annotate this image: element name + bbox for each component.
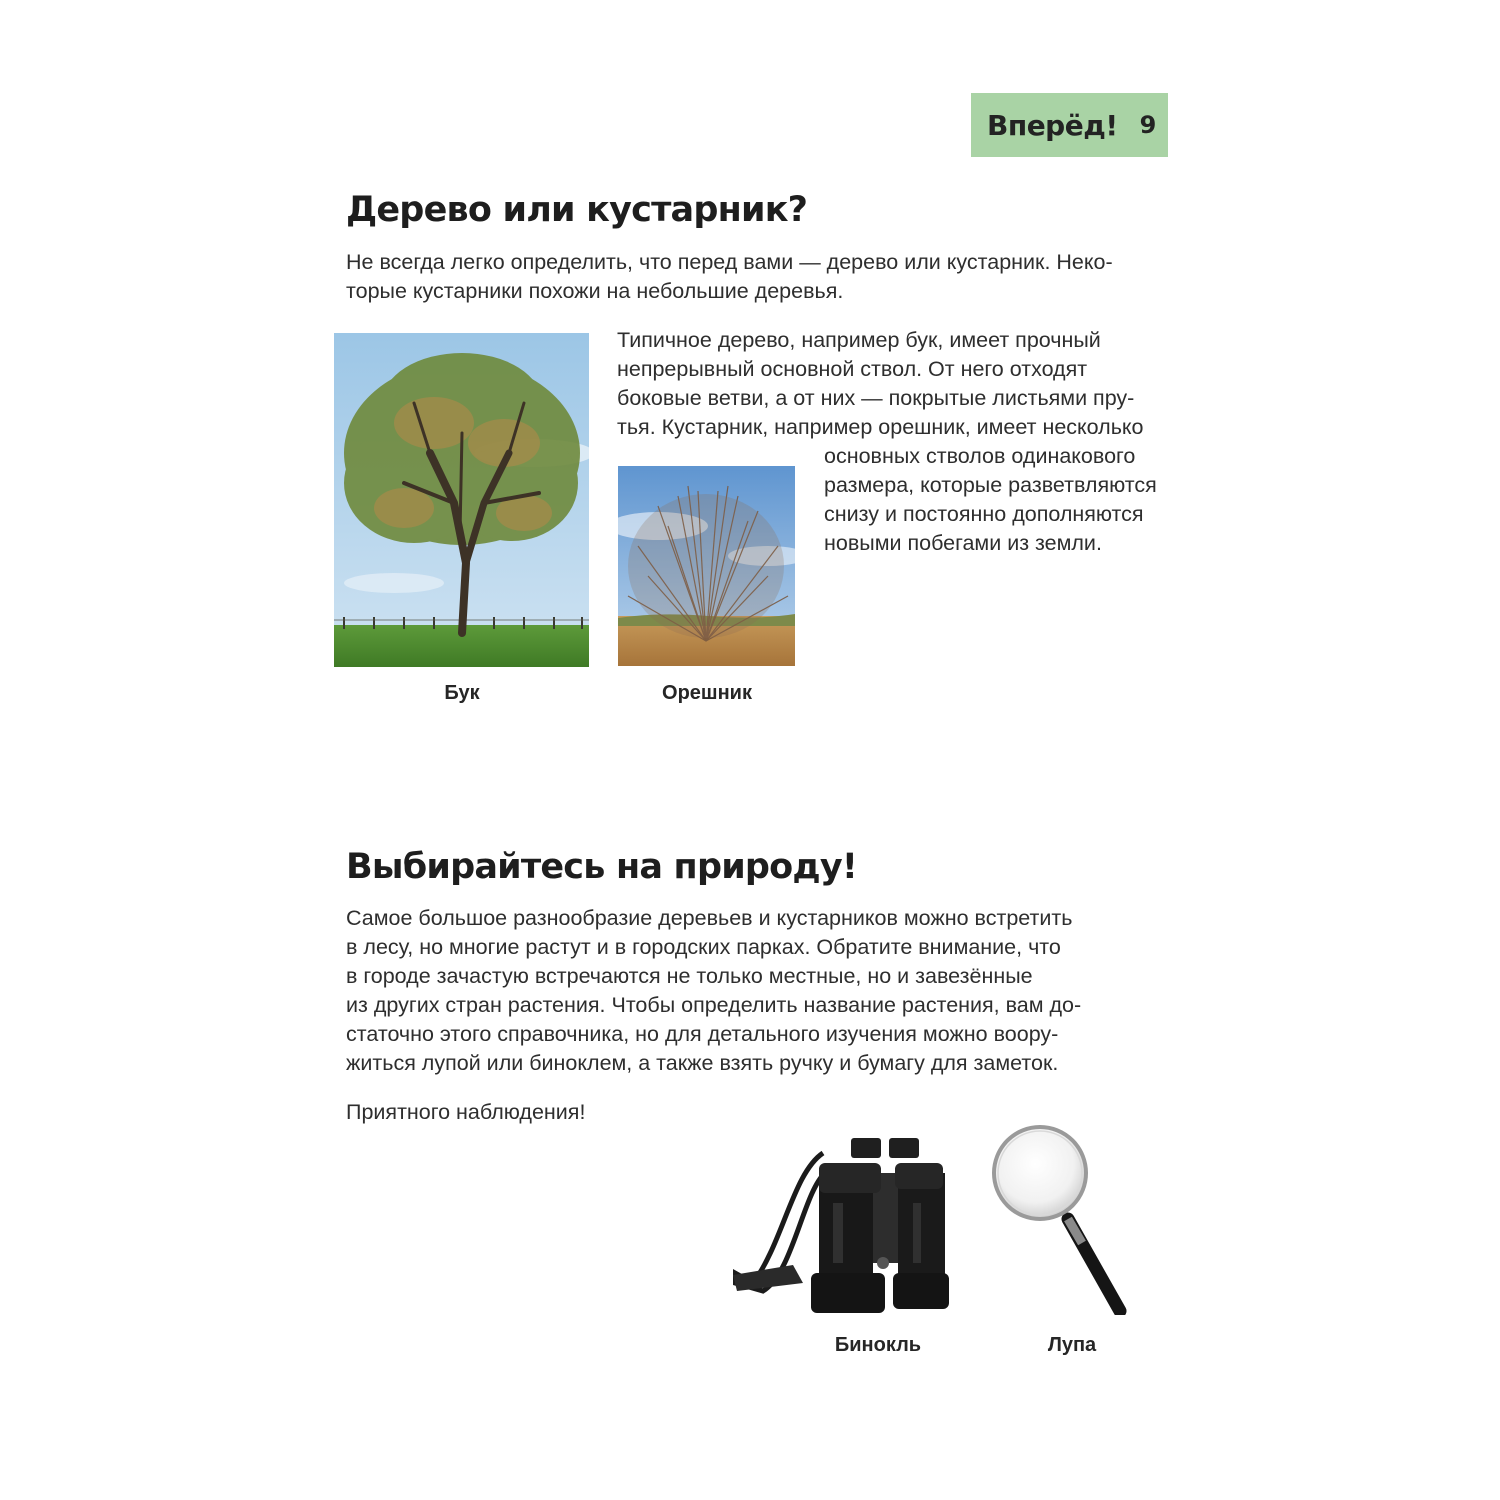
- text-line: в городе зачастую встречаются не только местные, но и завезённые: [346, 964, 1033, 988]
- intro-paragraph: [346, 248, 1113, 306]
- section-tab: [971, 93, 1168, 157]
- text-line: из других стран растения. Чтобы определить название растения, вам до-: [346, 993, 1082, 1017]
- text-line: снизу и постоянно дополняются: [824, 502, 1144, 526]
- section-title-go-outside: Выбирайтесь на природу!: [346, 847, 858, 887]
- section-label: Вперёд!: [987, 108, 1118, 142]
- text-line: основных стволов одинакового: [824, 444, 1136, 468]
- hazel-caption: Орешник: [662, 682, 752, 704]
- magnifier-caption: Лупа: [1047, 1334, 1097, 1356]
- text-line: тья. Кустарник, например орешник, имеет несколько: [617, 415, 1144, 439]
- beech-caption: Бук: [444, 682, 480, 704]
- text-line: Типичное дерево, например бук, имеет прочный: [617, 328, 1101, 352]
- text-line: житься лупой или биноклем, а также взять ручку и бумагу для заметок.: [346, 1051, 1059, 1075]
- closing-line: [346, 1098, 585, 1127]
- text-line: Самое большое разнообразие деревьев и кустарников можно встретить: [346, 906, 1073, 930]
- outdoor-paragraph: [346, 904, 1081, 1078]
- text-line: Приятного наблюдения!: [346, 1100, 586, 1124]
- hazel-shrub-photo: [618, 466, 795, 666]
- magnifier-image: [990, 1123, 1128, 1315]
- tree-description-paragraph: [617, 326, 1144, 442]
- binoculars-image: [733, 1133, 955, 1315]
- text-line: новыми побегами из земли.: [824, 531, 1102, 555]
- text-line: боковые ветви, а от них — покрытые листьями пру-: [617, 386, 1135, 410]
- text-line: непрерывный основной ствол. От него отходят: [617, 357, 1088, 381]
- text-line: размера, которые разветвляются: [824, 473, 1157, 497]
- shrub-description-paragraph: [824, 442, 1157, 558]
- text-line: торые кустарники похожи на небольшие деревья.: [346, 279, 844, 303]
- page-number: 9: [1139, 111, 1157, 139]
- beech-tree-photo: [334, 333, 589, 667]
- binoculars-caption: Бинокль: [834, 1334, 922, 1356]
- text-line: в лесу, но многие растут и в городских парках. Обратите внимание, что: [346, 935, 1061, 959]
- text-line: статочно этого справочника, но для детального изучения можно воору-: [346, 1022, 1059, 1046]
- section-title-tree-or-shrub: Дерево или кустарник?: [346, 190, 808, 230]
- text-line: Не всегда легко определить, что перед вами — дерево или кустарник. Неко-: [346, 250, 1113, 274]
